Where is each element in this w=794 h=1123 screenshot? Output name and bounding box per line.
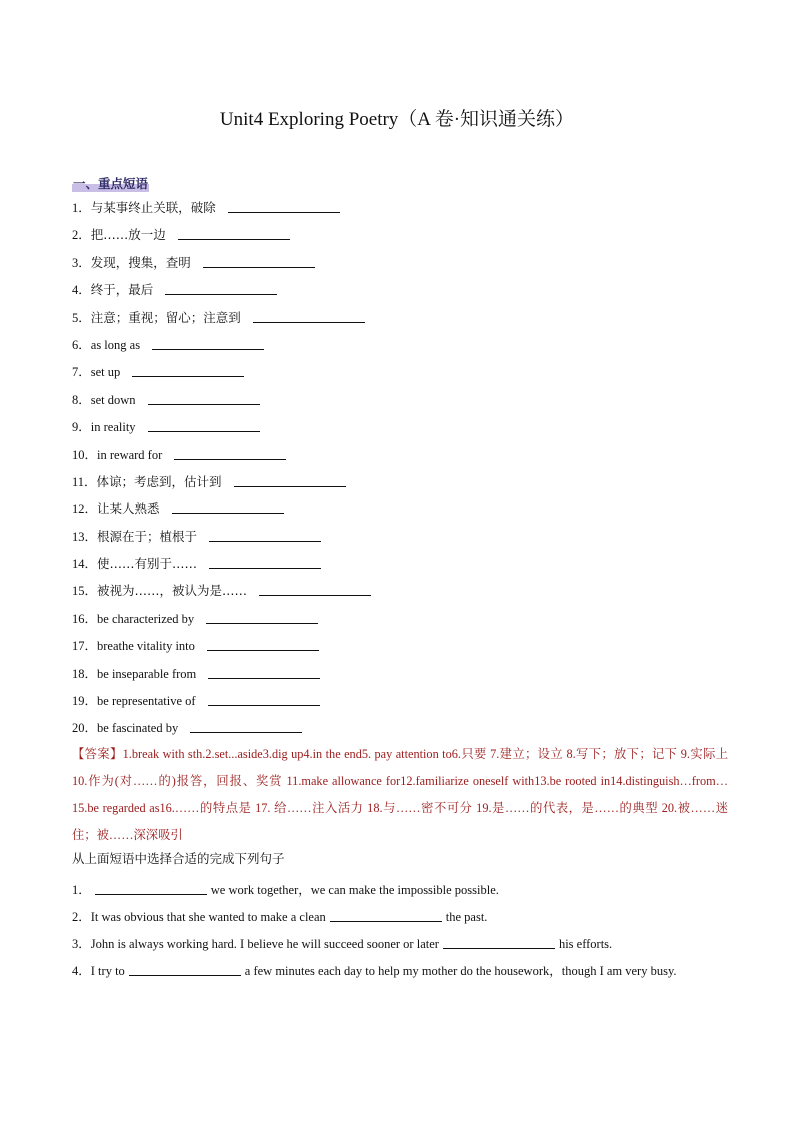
phrase-item bbox=[72, 252, 732, 279]
sentence-list bbox=[72, 877, 728, 985]
sentence-after: we work together，we can make the impossible possible. bbox=[210, 883, 499, 897]
page-title: Unit4 Exploring Poetry（A 卷·知识通关练） bbox=[219, 109, 575, 130]
answer-blank[interactable] bbox=[152, 336, 264, 350]
answer-blank[interactable] bbox=[207, 637, 319, 651]
phrase-text: 使……有别于…… bbox=[97, 556, 198, 572]
phrase-number: 16． bbox=[72, 611, 98, 626]
phrase-item bbox=[72, 444, 732, 471]
answer-blank[interactable] bbox=[148, 391, 260, 405]
phrase-number: 20． bbox=[72, 721, 98, 736]
sentence-after: the past. bbox=[445, 910, 488, 924]
phrase-text: 注意；重视；留心；注意到 bbox=[90, 309, 241, 325]
phrase-text: be fascinated by bbox=[97, 721, 179, 736]
phrase-text: 被视为……，被认为是…… bbox=[97, 583, 248, 599]
sentence-item bbox=[72, 958, 728, 985]
sentence-after: his efforts. bbox=[558, 937, 613, 951]
sentence-number: 4． bbox=[72, 964, 91, 978]
sentence-before: It was obvious that she wanted to make a clean bbox=[90, 910, 326, 924]
phrase-number: 2． bbox=[72, 228, 91, 243]
answer-block bbox=[72, 741, 728, 849]
phrase-number: 10． bbox=[72, 447, 98, 462]
answer-blank[interactable] bbox=[165, 281, 277, 295]
phrase-text: 体谅；考虑到，估计到 bbox=[96, 473, 222, 489]
phrase-text: 与某事终止关联，破除 bbox=[90, 200, 216, 215]
phrase-item bbox=[72, 307, 732, 334]
phrase-item bbox=[72, 580, 732, 607]
phrase-number: 19． bbox=[72, 694, 98, 709]
phrase-number: 15． bbox=[72, 584, 98, 599]
answer-blank[interactable] bbox=[228, 199, 340, 213]
answer-tag: 【答案】 bbox=[72, 747, 123, 761]
phrase-number: 18． bbox=[72, 666, 98, 681]
phrase-item bbox=[72, 526, 732, 553]
answer-blank[interactable] bbox=[253, 309, 365, 323]
phrase-item bbox=[72, 224, 732, 251]
phrase-number: 3． bbox=[72, 255, 91, 270]
phrase-text: 根源在于；植根于 bbox=[97, 528, 198, 544]
phrase-item bbox=[72, 389, 732, 416]
phrase-text: breathe vitality into bbox=[97, 639, 195, 654]
phrase-item bbox=[72, 361, 732, 388]
phrase-number: 6． bbox=[72, 337, 91, 352]
phrase-text: be characterized by bbox=[97, 611, 195, 626]
answer-blank[interactable] bbox=[174, 446, 286, 460]
phrase-text: in reward for bbox=[97, 447, 163, 462]
phrase-number: 11． bbox=[72, 474, 97, 489]
answer-blank[interactable] bbox=[132, 363, 244, 377]
sentence-item bbox=[72, 931, 728, 958]
sentence-number: 1． bbox=[72, 883, 91, 897]
phrase-number: 1． bbox=[72, 201, 91, 215]
phrase-item bbox=[72, 197, 732, 224]
answer-blank[interactable] bbox=[203, 254, 315, 268]
phrase-text: be representative of bbox=[97, 694, 196, 709]
phrase-text: set down bbox=[90, 392, 136, 407]
answer-blank[interactable] bbox=[190, 719, 302, 733]
phrase-text: set up bbox=[90, 365, 121, 380]
phrase-text: in reality bbox=[90, 420, 136, 435]
answer-blank[interactable] bbox=[208, 665, 320, 679]
phrase-number: 4． bbox=[72, 283, 91, 298]
sentence-blank[interactable] bbox=[330, 908, 442, 922]
answer-blank[interactable] bbox=[234, 473, 346, 487]
sentence-number: 3． bbox=[72, 937, 91, 951]
phrase-item bbox=[72, 663, 732, 690]
sentence-blank[interactable] bbox=[95, 881, 207, 895]
phrase-item bbox=[72, 279, 732, 306]
phrase-text: 终于，最后 bbox=[90, 282, 154, 298]
section-heading: 一、重点短语 bbox=[73, 176, 149, 191]
answer-blank[interactable] bbox=[208, 692, 320, 706]
answer-blank[interactable] bbox=[148, 418, 260, 432]
phrase-text: be inseparable from bbox=[97, 666, 197, 681]
phrase-item bbox=[72, 635, 732, 662]
answer-blank[interactable] bbox=[178, 226, 290, 240]
phrase-item bbox=[72, 471, 732, 498]
answer-blank[interactable] bbox=[209, 555, 321, 569]
sentence-before: I try to bbox=[90, 964, 125, 978]
phrase-number: 7． bbox=[72, 365, 91, 380]
phrase-number: 9． bbox=[72, 420, 91, 435]
phrase-number: 14． bbox=[72, 557, 98, 572]
phrase-item bbox=[72, 608, 732, 635]
sentence-before: John is always working hard. I believe he will succeed sooner or later bbox=[90, 937, 439, 951]
sentence-number: 2． bbox=[72, 910, 91, 924]
phrase-list bbox=[72, 197, 732, 745]
phrase-item bbox=[72, 334, 732, 361]
phrase-number: 13． bbox=[72, 529, 98, 544]
phrase-item bbox=[72, 416, 732, 443]
phrase-text: 把……放一边 bbox=[90, 227, 166, 243]
phrase-text: 发现，搜集，查明 bbox=[90, 254, 191, 270]
sentence-item bbox=[72, 877, 728, 904]
phrase-text: as long as bbox=[90, 337, 141, 352]
phrase-number: 17． bbox=[72, 639, 98, 654]
phrase-item bbox=[72, 553, 732, 580]
answer-blank[interactable] bbox=[209, 528, 321, 542]
phrase-item bbox=[72, 498, 732, 525]
sentence-blank[interactable] bbox=[129, 962, 241, 976]
sentence-item bbox=[72, 904, 728, 931]
answer-blank[interactable] bbox=[172, 500, 284, 514]
answer-blank[interactable] bbox=[259, 582, 371, 596]
phrase-number: 8． bbox=[72, 392, 91, 407]
answer-text: 1.break with sth.2.set...aside3.dig up4.in the end5. pay attention to6.只要 7.建立；设立 8.写下；放下；记下 9.实际上 10.作为(对……的)报答，回报、奖赏 11.make allowance for12.familiarize oneself with13.be rooted in14.distinguish…from…15.be regarded as16.……的特点是 17. 给……注入活力 18.与……密不可分 19.是……的代表，是……的典型 20.被……迷住；被……深深吸引 bbox=[72, 747, 728, 842]
phrase-number: 12． bbox=[72, 502, 98, 517]
phrase-number: 5． bbox=[72, 310, 91, 325]
sentence-blank[interactable] bbox=[443, 935, 555, 949]
phrase-text: 让某人熟悉 bbox=[97, 501, 160, 517]
sentence-after: a few minutes each day to help my mother do the housework，though I am very busy. bbox=[244, 964, 677, 978]
exercise-instruction: 从上面短语中选择合适的完成下列句子 bbox=[72, 851, 285, 866]
answer-blank[interactable] bbox=[206, 610, 318, 624]
phrase-item bbox=[72, 690, 732, 717]
